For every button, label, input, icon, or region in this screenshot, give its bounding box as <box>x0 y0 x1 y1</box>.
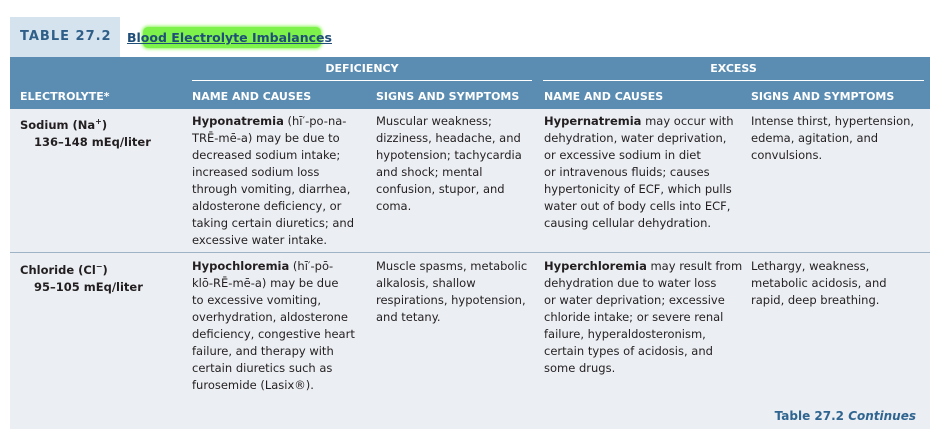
table-row <box>20 113 185 151</box>
exc-term: Hyperchloremia <box>544 259 647 273</box>
group-header-deficiency: DEFICIENCY <box>325 62 399 75</box>
exc-term: Hypernatremia <box>544 114 642 128</box>
exc-name-cell: Hyperchloremia may result from dehydration due to water loss or water deprivation; excessive chloride intake; or severe renal failure, hyperaldosteronism, certain types of acidosis, and some drugs. <box>544 259 743 375</box>
electrolyte-name: Sodium (Na+) <box>20 117 108 132</box>
col-header-exc-signs: SIGNS AND SYMPTOMS <box>751 90 895 103</box>
table-number-label: TABLE 27.2 <box>10 17 120 57</box>
group-header-row <box>10 57 930 83</box>
electrolyte-range: 136–148 mEq/liter <box>34 134 151 149</box>
electrolyte-table <box>10 57 930 429</box>
col-header-exc-name: NAME AND CAUSES <box>544 90 664 103</box>
table-continues-link[interactable]: Table 27.2 Continues <box>774 409 916 423</box>
exc-name-cell: Hypernatremia may occur with dehydration, water deprivation, or excessive sodium in diet or intravenous fluids; causes hypertonicity of ECF, which pulls water out of body cells into ECF, causing cellular dehydration. <box>544 114 734 230</box>
def-signs-cell: Muscular weakness; dizziness, headache, and hypotension; tachycardia and shock; mental confusion, stupor, and coma. <box>376 114 522 213</box>
table-title-text: Blood Electrolyte Imbalances <box>127 30 332 45</box>
group-rule-excess <box>543 80 924 81</box>
def-name-cell: Hypochloremia (hī′-pō- klō-RĒ-mē-a) may be due to excessive vomiting, overhydration, aldosterone deficiency, congestive heart failure, and therapy with certain diuretics such as furosemide (Lasix®). <box>192 259 355 392</box>
def-name-cell: Hyponatremia (hī′-po-na- TRĒ-mē-a) may be due to decreased sodium intake; increased sodium loss through vomiting, diarrhea, aldosterone deficiency, or taking certain diuretics; and excessive water intake. <box>192 114 354 247</box>
group-header-excess: EXCESS <box>710 62 757 75</box>
table-title-link[interactable] <box>127 30 332 45</box>
table-row <box>20 258 185 296</box>
col-header-def-name: NAME AND CAUSES <box>192 90 312 103</box>
col-header-def-signs: SIGNS AND SYMPTOMS <box>376 90 520 103</box>
col-header-electrolyte: ELECTROLYTE* <box>20 90 110 103</box>
def-term: Hyponatremia <box>192 114 284 128</box>
def-signs-cell: Muscle spasms, metabolic alkalosis, shallow respirations, hypotension, and tetany. <box>376 259 528 324</box>
row-divider <box>10 252 930 253</box>
table-caption <box>0 0 946 57</box>
exc-signs-cell: Intense thirst, hypertension, edema, agitation, and convulsions. <box>751 114 915 162</box>
column-header-row <box>10 83 930 109</box>
group-rule-deficiency <box>192 80 532 81</box>
electrolyte-name: Chloride (Cl−) <box>20 262 108 277</box>
electrolyte-range: 95–105 mEq/liter <box>34 279 143 294</box>
def-term: Hypochloremia <box>192 259 290 273</box>
exc-signs-cell: Lethargy, weakness, metabolic acidosis, and rapid, deep breathing. <box>751 259 887 307</box>
